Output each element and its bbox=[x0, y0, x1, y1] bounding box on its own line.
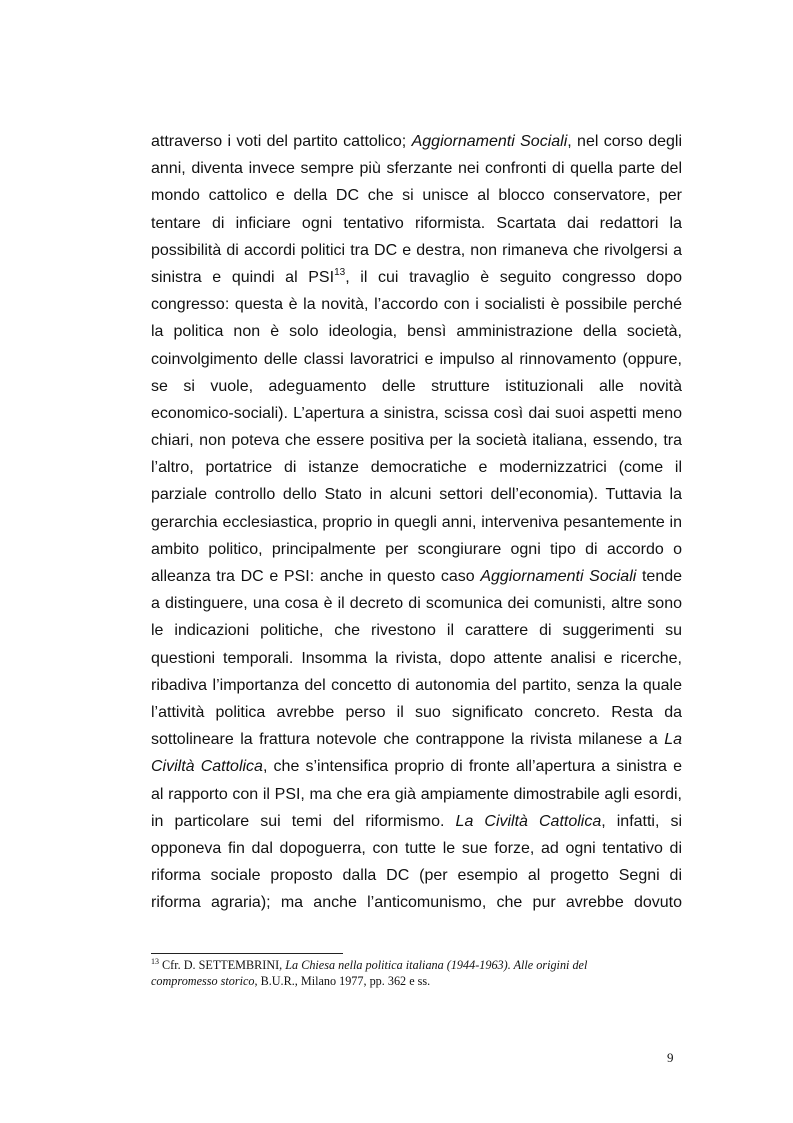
text-line: possibilità di accordi politici tra DC e destra, non rimaneva che rivolgersi a bbox=[151, 241, 682, 259]
text-line: chiari, non poteva che essere positiva per la società italiana, essendo, tra bbox=[151, 432, 682, 450]
text-line: le indicazioni politiche, che rivestono il carattere di suggerimenti su bbox=[151, 622, 682, 640]
text-line: ribadiva l’importanza del concetto di autonomia del partito, senza la quale bbox=[151, 676, 682, 694]
text-line: alleanza tra DC e PSI: anche in questo caso Aggiornamenti Sociali tende bbox=[151, 568, 682, 585]
book-title: compromesso storico bbox=[151, 973, 255, 988]
text-line: economico-sociali). L’apertura a sinistra, scissa così dai suoi aspetti meno bbox=[151, 404, 682, 422]
footnote-line: compromesso storico, B.U.R., Milano 1977, pp. 362 e ss. bbox=[151, 973, 431, 988]
text-line: sottolineare la frattura notevole che contrappone la rivista milanese a La bbox=[151, 731, 682, 749]
text-line: in particolare sui temi del riformismo. La Civiltà Cattolica, infatti, si bbox=[151, 812, 682, 830]
text-line: congresso: questa è la novità, l’accordo con i socialisti è possibile perché bbox=[151, 296, 682, 314]
text-line: coinvolgimento delle classi lavoratrici e impulso al rinnovamento (oppure, bbox=[151, 350, 682, 368]
text-line: questioni temporali. Insomma la rivista, dopo attente analisi e ricerche, bbox=[151, 649, 682, 667]
footnote bbox=[151, 958, 682, 990]
text-line: anni, diventa invece sempre più sferzante nei confronti di quella parte del bbox=[151, 160, 682, 178]
body-text bbox=[151, 128, 682, 916]
text-line: tentare di inficiare ogni tentativo riformista. Scartata dai redattori la bbox=[151, 214, 682, 232]
journal-title: La bbox=[664, 731, 682, 749]
journal-title: Civiltà Cattolica bbox=[151, 758, 263, 776]
text-line: mondo cattolico e della DC che si unisce al blocco conservatore, per bbox=[151, 187, 682, 205]
footnote-reference[interactable]: 13 bbox=[334, 266, 346, 278]
journal-title: La Civiltà Cattolica bbox=[455, 812, 602, 830]
text-line: gerarchia ecclesiastica, proprio in quegli anni, interveniva pesantemente in bbox=[151, 513, 682, 531]
text-line: sinistra e quindi al PSI$^{13}$, il cui travaglio è seguito congresso dopo bbox=[151, 266, 682, 286]
text-line: parziale controllo dello Stato in alcuni settori dell’economia). Tuttavia la bbox=[151, 486, 682, 504]
text-line: Civiltà Cattolica, che s’intensifica proprio di fronte all’apertura a sinistra e bbox=[151, 758, 682, 776]
text-line: l’attività politica avrebbe perso il suo significato concreto. Resta da bbox=[151, 703, 682, 721]
footnote-divider bbox=[151, 953, 343, 954]
text-line: riforma sociale proposto dalla DC (per esempio al progetto Segni di bbox=[151, 867, 682, 885]
text-line: la politica non è solo ideologia, bensì amministrazione della società, bbox=[151, 323, 682, 341]
text-line: se si vuole, adeguamento delle strutture istituzionali alle novità bbox=[151, 377, 682, 395]
book-title: La Chiesa nella politica italiana (1944-1963). Alle origini del bbox=[285, 958, 588, 972]
text-line: attraverso i voti del partito cattolico; Aggiornamenti Sociali, nel corso degli bbox=[151, 133, 682, 150]
text-line: a distinguere, una cosa è il decreto di scomunica dei comunisti, altre sono bbox=[151, 595, 682, 613]
journal-title: Aggiornamenti Sociali bbox=[411, 133, 568, 150]
footnote-line: $^{13}$ Cfr. D. SETTEMBRINI, La Chiesa nella politica italiana (1944-1963). Alle origini del bbox=[151, 957, 588, 972]
text-line: opponeva fin dal dopoguerra, con tutte le sue forze, ad ogni tentativo di bbox=[151, 839, 682, 857]
text-line: l’altro, portatrice di istanze democratiche e modernizzatrici (come il bbox=[151, 459, 682, 477]
page-number: 9 bbox=[667, 1050, 674, 1065]
text-line: al rapporto con il PSI, ma che era già ampiamente dimostrabile agli esordi, bbox=[151, 785, 682, 803]
journal-title: Aggiornamenti Sociali bbox=[480, 568, 637, 585]
text-line: riforma agraria); ma anche l’anticomunismo, che pur avrebbe dovuto bbox=[151, 894, 682, 912]
text-line: ambito politico, principalmente per scongiurare ogni tipo di accordo o bbox=[151, 540, 682, 558]
footnote-number: 13 bbox=[151, 957, 159, 966]
